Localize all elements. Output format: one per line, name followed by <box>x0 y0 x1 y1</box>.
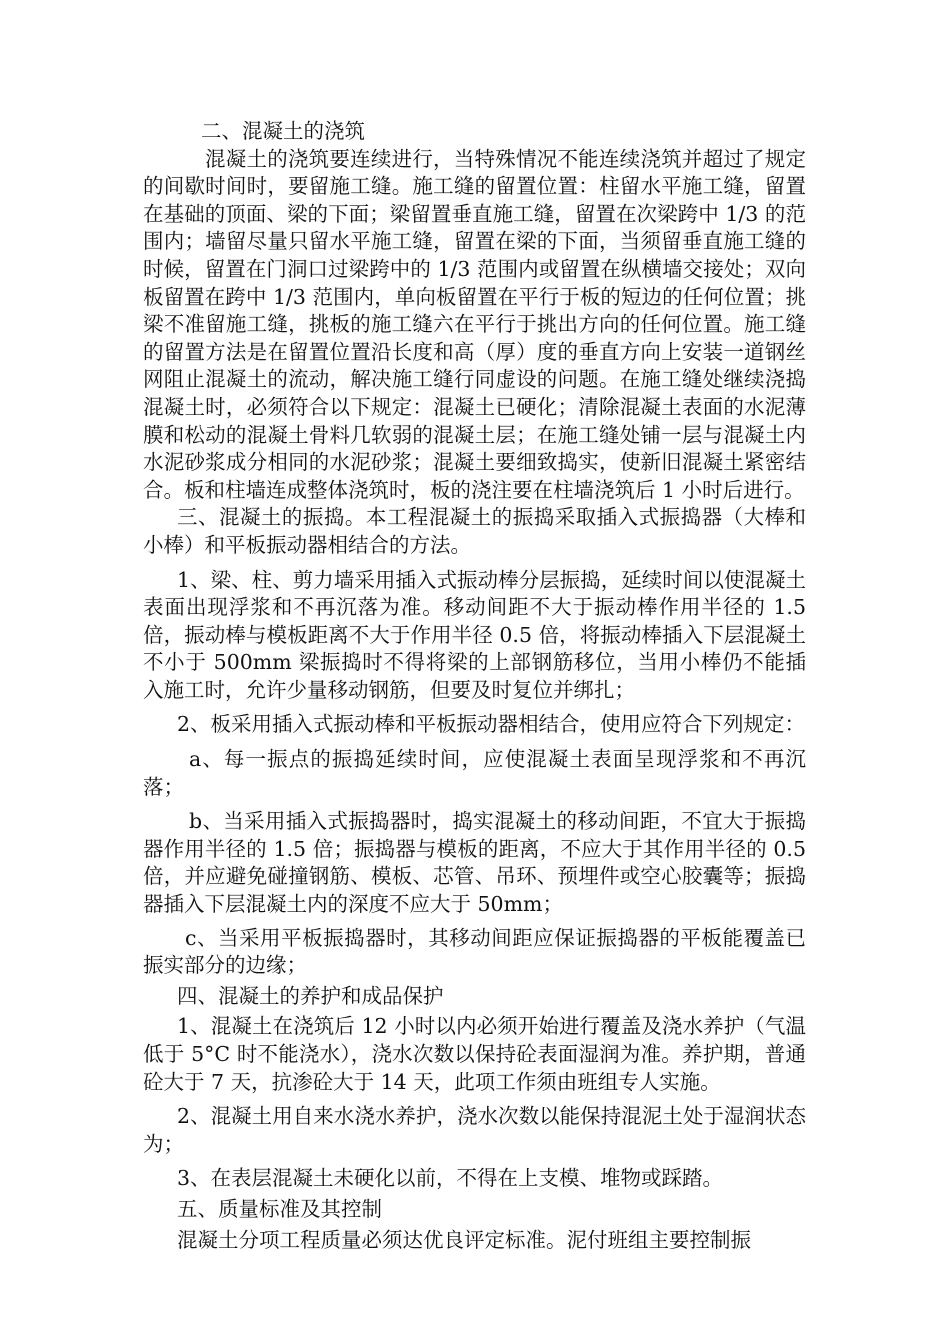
paragraph-curing-item-1: 1、混凝土在浇筑后 12 小时以内必须开始进行覆盖及浇水养护（气温低于 5°C 时不能浇水），浇水次数以保持砼表面湿润为准。养护期，普通砼大于 7 天，抗渗砼大于 14 天，此项工作须由班组专人实施。 <box>143 1014 806 1094</box>
paragraph-vibration-item-2: 2、板采用插入式振动棒和平板振动器相结合，使用应符合下列规定： <box>177 712 806 737</box>
paragraph-vibration: 三、混凝土的振捣。本工程混凝土的振捣采取插入式振捣器（大棒和小棒）和平板振动器相结合的方法。 <box>143 505 806 557</box>
paragraph-curing-item-2: 2、混凝土用自来水浇水养护，浇水次数以能保持混泥土处于湿润状态为； <box>143 1104 806 1156</box>
paragraph-vibration-item-1: 1、梁、柱、剪力墙采用插入式振动棒分层振捣，延续时间以使混凝土表面出现浮浆和不再沉落为准。移动间距不大于振动棒作用半径的 1.5 倍，振动棒与模板距离不大于作用半径 0.5 倍，将振动棒插入下层混凝土不小于 500mm 梁振捣时不得将梁的上部钢筋移位，当用小棒仍不能插入施工时，允许少量移动钢筋，但要及时复位并绑扎； <box>143 567 806 702</box>
paragraph-pouring: 混凝土的浇筑要连续进行，当特殊情况不能连续浇筑并超过了规定的间歇时间时，要留施工缝。施工缝的留置位置：柱留水平施工缝，留置在基础的顶面、梁的下面；梁留置垂直施工缝，留置在次梁跨中 1/3 的范围内；墙留尽量只留水平施工缝，留置在梁的下面，当须留垂直施工缝的时候，留置在门洞口过梁跨中的 1/3 范围内或留置在纵横墙交接处；双向板留置在跨中 1/3 范围内，单向板留置在平行于板的短边的任何位置；挑梁不准留施工缝，挑板的施工缝六在平行于挑出方向的任何位置。施工缝的留置方法是在留置位置沿长度和高（厚）度的垂直方向上安装一道钢丝网阻止混凝土的流动，解决施工缝行同虚设的问题。在施工缝处继续浇捣混凝土时，必须符合以下规定：混凝土已硬化；清除混凝土表面的水泥薄膜和松动的混凝土骨料几软弱的混凝土层；在施工缝处铺一层与混凝土内水泥砂浆成分相同的水泥砂浆；混凝土要细致捣实，使新旧混凝土紧密结合。板和柱墙连成整体浇筑时，板的浇注要在柱墙浇筑后 1 小时后进行。 <box>143 146 806 502</box>
section-heading-quality: 五、质量标准及其控制 <box>177 1196 382 1221</box>
paragraph-sub-item-a: a、每一振点的振捣延续时间，应使混凝土表面呈现浮浆和不再沉落； <box>143 747 806 799</box>
paragraph-sub-item-c: c、当采用平板振捣器时，其移动间距应保证振捣器的平板能覆盖已振实部分的边缘； <box>143 925 806 978</box>
paragraph-quality: 混凝土分项工程质量必须达优良评定标准。泥付班组主要控制振 <box>177 1227 751 1252</box>
paragraph-curing-item-3: 3、在表层混凝土未硬化以前，不得在上支模、堆物或踩踏。 <box>177 1166 724 1191</box>
document-body <box>143 118 806 1254</box>
paragraph-sub-item-b: b、当采用插入式振捣器时，捣实混凝土的移动间距，不宜大于振捣器作用半径的 1.5 倍；振捣器与模板的距离，不应大于其作用半径的 0.5 倍，并应避免碰撞钢筋、模板、芯管、吊环、预埋件或空心胶囊等；振捣器插入下层混凝土内的深度不应大于 50mm； <box>143 809 806 917</box>
section-heading-curing: 四、混凝土的养护和成品保护 <box>177 983 444 1008</box>
section-heading-pouring: 二、混凝土的浇筑 <box>201 119 365 143</box>
